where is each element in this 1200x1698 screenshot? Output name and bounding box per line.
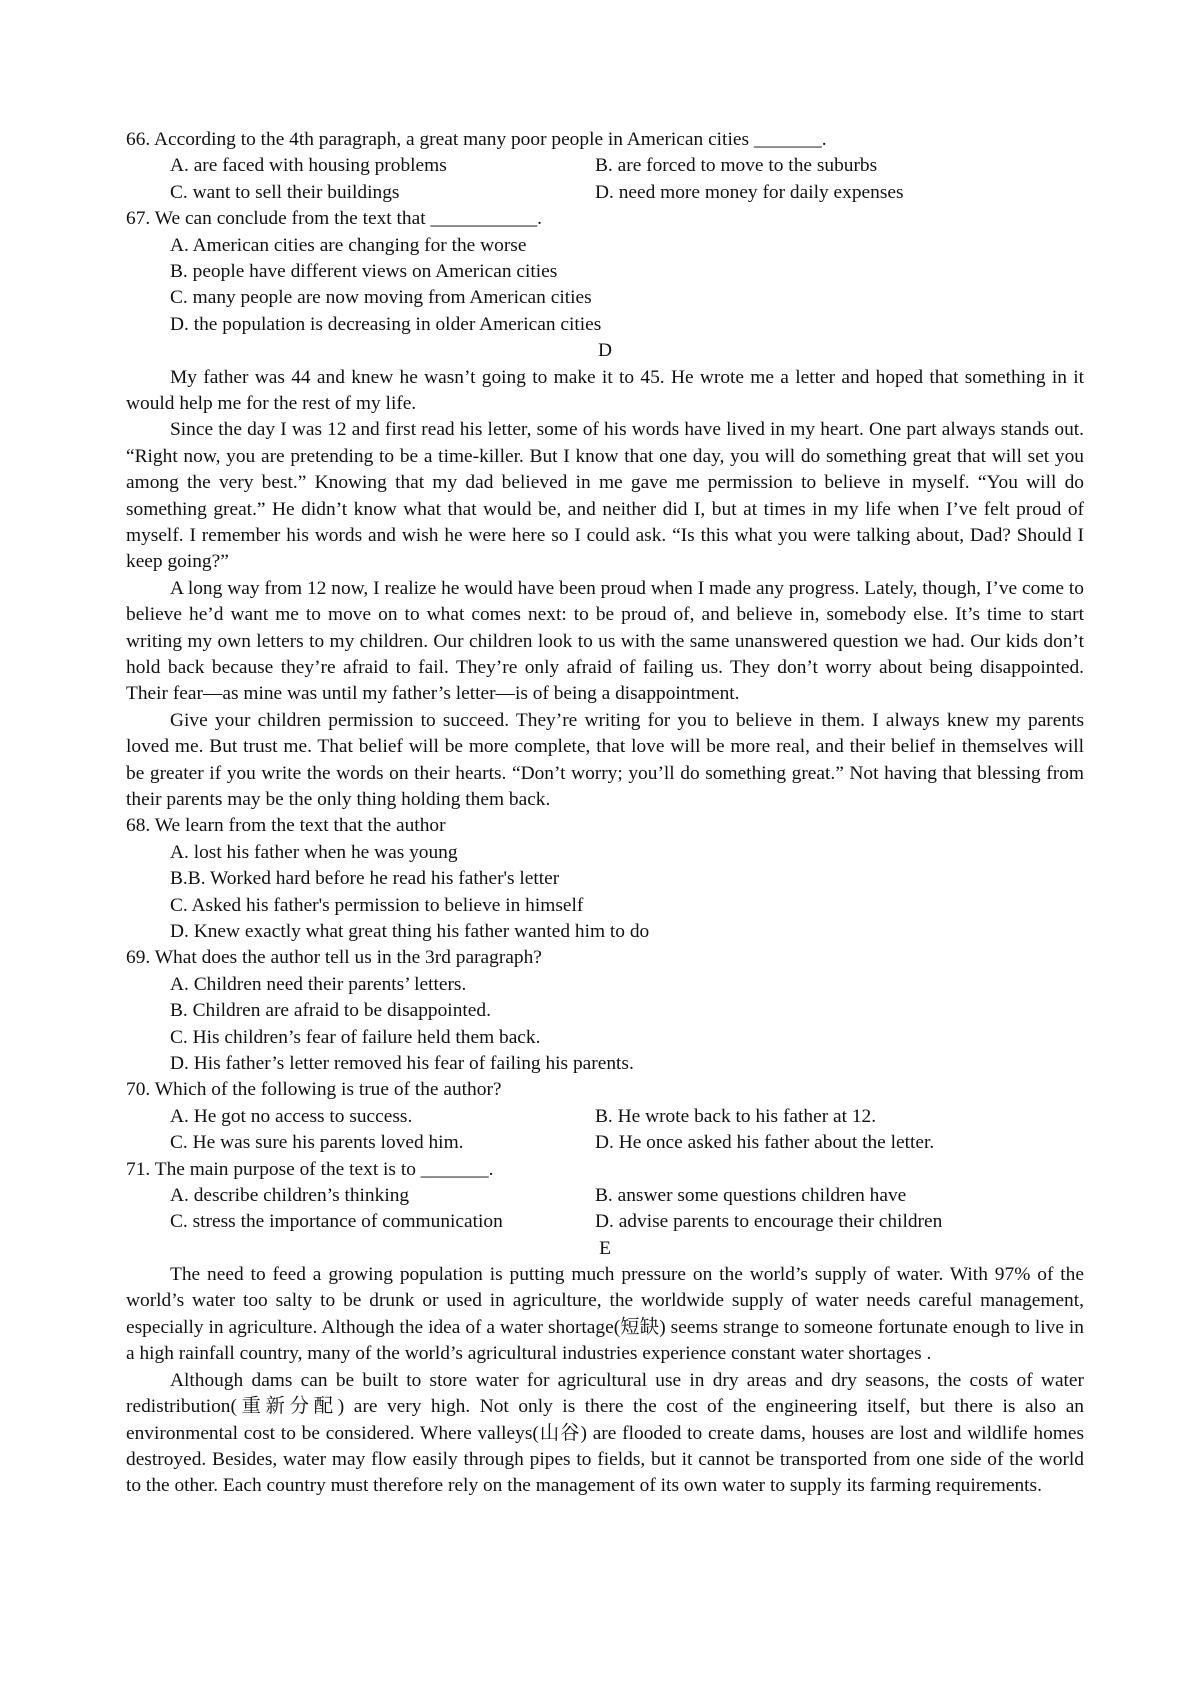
option-70-b: B. He wrote back to his father at 12. bbox=[595, 1105, 877, 1127]
option-70-c: C. He was sure his parents loved him. bbox=[170, 1132, 464, 1154]
question-71-options-row-1 bbox=[126, 1183, 1084, 1209]
section-e-paragraph-1: The need to feed a growing population is putting much pressure on the world’s supply of water. With 97% of the world’s water too salty to be drunk or used in agriculture, the worldwide supply of water needs careful management, especially in agriculture. Although the idea of a water shortage(短缺) seems strange to someone fortunate enough to live in a high rainfall country, many of the world’s agricultural industries experience constant water shortages . bbox=[126, 1264, 1084, 1365]
option-71-a: A. describe children’s thinking bbox=[170, 1184, 410, 1206]
section-d-paragraph-4: Give your children permission to succeed. They’re writing for you to believe in them. I always knew my parents loved me. But trust me. That belief will be more complete, that love will be more real, and their belief in themselves will be greater if you write the words on their hearts. “Don’t worry; you’ll do something great.” Not having that blessing from their parents may be the only thing holding them back. bbox=[126, 709, 1084, 811]
question-71-options-row-2 bbox=[126, 1209, 1084, 1235]
section-d-paragraph-2: Since the day I was 12 and first read his letter, some of his words have lived in my heart. One part always stands out. “Right now, you are pretending to be a time-killer. But I know that one day, you will do something great that will set you among the very best.” Knowing that my dad believed in me gave me permission to believe in myself. “You will do something great.” He didn’t know what that would be, and neither did I, but at times in my life when I’ve felt proud of myself. I remember his words and wish he were here so I could ask. “Is this what you were talking about, Dad? Should I keep going?” bbox=[126, 419, 1084, 573]
document-page bbox=[126, 127, 1084, 1500]
section-e-heading: E bbox=[599, 1237, 611, 1259]
option-68-a: A. lost his father when he was young bbox=[170, 841, 458, 863]
question-71-stem: 71. The main purpose of the text is to _______. bbox=[126, 1158, 494, 1180]
question-66-options-row-1 bbox=[126, 153, 1084, 179]
option-69-b: B. Children are afraid to be disappointed. bbox=[170, 1000, 491, 1022]
question-70-options-row-1 bbox=[126, 1104, 1084, 1130]
option-66-a: A. are faced with housing problems bbox=[170, 155, 447, 177]
option-67-b: B. people have different views on American cities bbox=[170, 260, 558, 282]
option-69-d: D. His father’s letter removed his fear of failing his parents. bbox=[170, 1052, 634, 1074]
question-70-stem: 70. Which of the following is true of the author? bbox=[126, 1079, 502, 1101]
option-69-a: A. Children need their parents’ letters. bbox=[170, 973, 467, 995]
question-70-options-row-2 bbox=[126, 1130, 1084, 1156]
option-71-d: D. advise parents to encourage their children bbox=[595, 1211, 943, 1233]
option-68-b: B.B. Worked hard before he read his father's letter bbox=[170, 868, 560, 890]
question-68-stem: 68. We learn from the text that the author bbox=[126, 815, 446, 837]
section-d-heading: D bbox=[597, 340, 612, 362]
option-67-a: A. American cities are changing for the worse bbox=[170, 234, 527, 256]
option-66-c: C. want to sell their buildings bbox=[170, 181, 400, 203]
option-70-a: A. He got no access to success. bbox=[170, 1105, 413, 1127]
option-66-b: B. are forced to move to the suburbs bbox=[595, 155, 878, 177]
option-69-c: C. His children’s fear of failure held them back. bbox=[170, 1026, 541, 1048]
section-d-paragraph-1: My father was 44 and knew he wasn’t going to make it to 45. He wrote me a letter and hoped that something in it would help me for the rest of my life. bbox=[126, 366, 1084, 414]
option-71-c: C. stress the importance of communication bbox=[170, 1211, 503, 1233]
question-67-stem: 67. We can conclude from the text that ___________. bbox=[126, 208, 542, 230]
section-d-paragraph-3: A long way from 12 now, I realize he would have been proud when I made any progress. Lately, though, I’ve come to believe he’d want me to move on to what comes next: to be proud of, and believe in, somebody else. It’s time to start writing my own letters to my children. Our children look to us with the same unanswered question we had. Our kids don’t hold back because they’re afraid to fail. They’re only afraid of failing us. They don’t worry about being disappointed. Their fear—as mine was until my father’s letter—is of being a disappointment. bbox=[126, 577, 1084, 705]
option-67-c: C. many people are now moving from American cities bbox=[170, 287, 592, 309]
option-66-d: D. need more money for daily expenses bbox=[595, 181, 904, 203]
option-71-b: B. answer some questions children have bbox=[595, 1184, 907, 1206]
section-e-paragraph-2: Although dams can be built to store water for agricultural use in dry areas and dry seasons, the costs of water redistribution(重新分配) are very high. Not only is there the cost of the engineering itself, but there is also an environmental cost to be considered. Where valleys(山谷) are flooded to create dams, houses are lost and wildlife homes destroyed. Besides, water may flow easily through pipes to fields, but it cannot be transported from one side of the world to the other. Each country must therefore rely on the management of its own water to supply its farming requirements. bbox=[126, 1369, 1084, 1497]
question-66-stem: 66. According to the 4th paragraph, a great many poor people in American cities _______. bbox=[126, 129, 827, 150]
option-70-d: D. He once asked his father about the letter. bbox=[595, 1132, 935, 1154]
question-69-stem: 69. What does the author tell us in the 3rd paragraph? bbox=[126, 947, 542, 969]
option-68-d: D. Knew exactly what great thing his father wanted him to do bbox=[170, 920, 650, 942]
option-68-c: C. Asked his father's permission to believe in himself bbox=[170, 894, 584, 916]
question-66-options-row-2 bbox=[126, 180, 1084, 206]
option-67-d: D. the population is decreasing in older American cities bbox=[170, 313, 602, 335]
